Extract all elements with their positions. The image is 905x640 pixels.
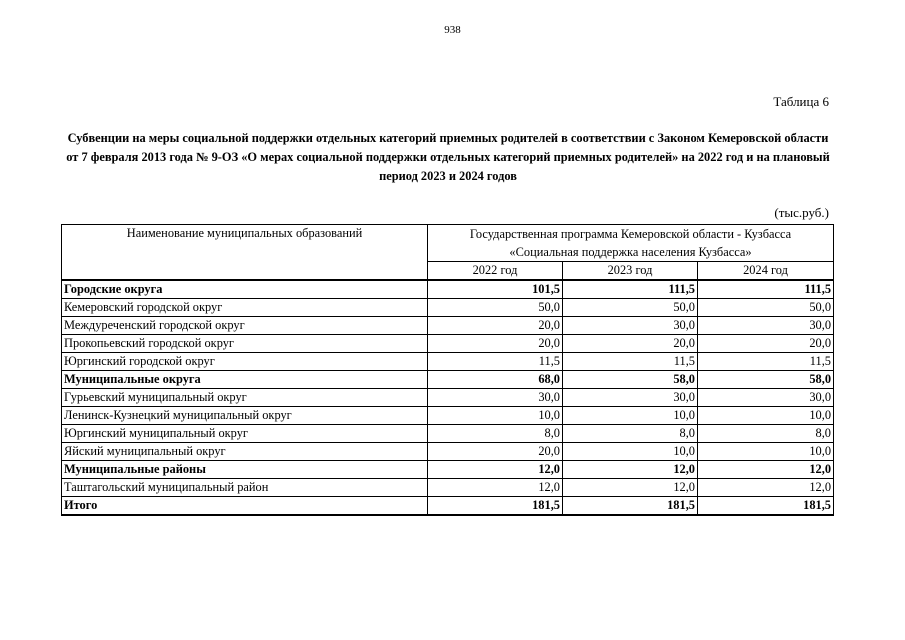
page-number: 938 <box>444 24 461 36</box>
row-name: Муниципальные районы <box>62 461 428 479</box>
row-value-2024: 30,0 <box>698 317 834 335</box>
row-value-2023: 30,0 <box>563 389 698 407</box>
row-value-2022: 8,0 <box>428 425 563 443</box>
units-label: (тыс.руб.) <box>774 205 829 220</box>
header-name-column: Наименование муниципальных образований <box>62 225 428 281</box>
table-row <box>62 389 834 407</box>
table-row <box>62 335 834 353</box>
table-row <box>62 299 834 317</box>
header-year-2023: 2023 год <box>563 262 698 281</box>
header-program-line2: «Социальная поддержка населения Кузбасса» <box>509 245 752 259</box>
row-name: Гурьевский муниципальный округ <box>62 389 428 407</box>
total-label: Итого <box>62 497 428 516</box>
document-title: Субвенции на меры социальной поддержки отдельных категорий приемных родителей в соответствии с Законом Кемеровской области от 7 февраля 2013 года № 9-ОЗ «О мерах социальной поддержки отдельных категорий приемных родителей» на 2022 год и на плановый период 2023 и 2024 годов <box>66 131 830 183</box>
row-value-2023: 11,5 <box>563 353 698 371</box>
row-value-2024: 10,0 <box>698 407 834 425</box>
row-value-2023: 12,0 <box>563 461 698 479</box>
row-value-2024: 10,0 <box>698 443 834 461</box>
table-row <box>62 425 834 443</box>
total-2022: 181,5 <box>428 497 563 516</box>
row-value-2024: 111,5 <box>698 280 834 299</box>
row-name: Муниципальные округа <box>62 371 428 389</box>
row-value-2022: 30,0 <box>428 389 563 407</box>
total-2023: 181,5 <box>563 497 698 516</box>
row-value-2022: 20,0 <box>428 335 563 353</box>
row-value-2022: 20,0 <box>428 317 563 335</box>
row-value-2023: 30,0 <box>563 317 698 335</box>
table-row <box>62 443 834 461</box>
group-row <box>62 461 834 479</box>
table-row <box>62 353 834 371</box>
header-program-line1: Государственная программа Кемеровской области - Кузбасса <box>469 227 792 241</box>
table-row <box>62 407 834 425</box>
row-name: Юргинский городской округ <box>62 353 428 371</box>
row-value-2023: 12,0 <box>563 479 698 497</box>
row-name: Таштагольский муниципальный район <box>62 479 428 497</box>
row-value-2023: 50,0 <box>563 299 698 317</box>
table-label: Таблица 6 <box>773 94 829 109</box>
total-2024: 181,5 <box>698 497 834 516</box>
row-value-2022: 101,5 <box>428 280 563 299</box>
row-value-2024: 20,0 <box>698 335 834 353</box>
row-value-2024: 8,0 <box>698 425 834 443</box>
row-value-2022: 12,0 <box>428 461 563 479</box>
row-value-2024: 12,0 <box>698 461 834 479</box>
row-value-2023: 10,0 <box>563 407 698 425</box>
row-name: Междуреченский городской округ <box>62 317 428 335</box>
header-program <box>428 225 834 262</box>
row-value-2024: 12,0 <box>698 479 834 497</box>
total-row <box>62 497 834 516</box>
header-year-2024: 2024 год <box>698 262 834 281</box>
row-value-2023: 58,0 <box>563 371 698 389</box>
row-name: Прокопьевский городской округ <box>62 335 428 353</box>
row-value-2022: 68,0 <box>428 371 563 389</box>
group-row <box>62 371 834 389</box>
row-name: Яйский муниципальный округ <box>62 443 428 461</box>
table-row <box>62 317 834 335</box>
row-value-2023: 8,0 <box>563 425 698 443</box>
row-name: Кемеровский городской округ <box>62 299 428 317</box>
row-value-2024: 50,0 <box>698 299 834 317</box>
row-value-2023: 10,0 <box>563 443 698 461</box>
row-value-2023: 20,0 <box>563 335 698 353</box>
row-name: Юргинский муниципальный округ <box>62 425 428 443</box>
row-value-2022: 20,0 <box>428 443 563 461</box>
row-value-2022: 12,0 <box>428 479 563 497</box>
row-value-2022: 50,0 <box>428 299 563 317</box>
row-value-2024: 11,5 <box>698 353 834 371</box>
row-value-2024: 30,0 <box>698 389 834 407</box>
row-name: Ленинск-Кузнецкий муниципальный округ <box>62 407 428 425</box>
row-value-2022: 11,5 <box>428 353 563 371</box>
row-value-2024: 58,0 <box>698 371 834 389</box>
row-name: Городские округа <box>62 280 428 299</box>
header-year-2022: 2022 год <box>428 262 563 281</box>
subvention-table <box>61 224 834 516</box>
group-row <box>62 280 834 299</box>
table-row <box>62 479 834 497</box>
row-value-2022: 10,0 <box>428 407 563 425</box>
row-value-2023: 111,5 <box>563 280 698 299</box>
